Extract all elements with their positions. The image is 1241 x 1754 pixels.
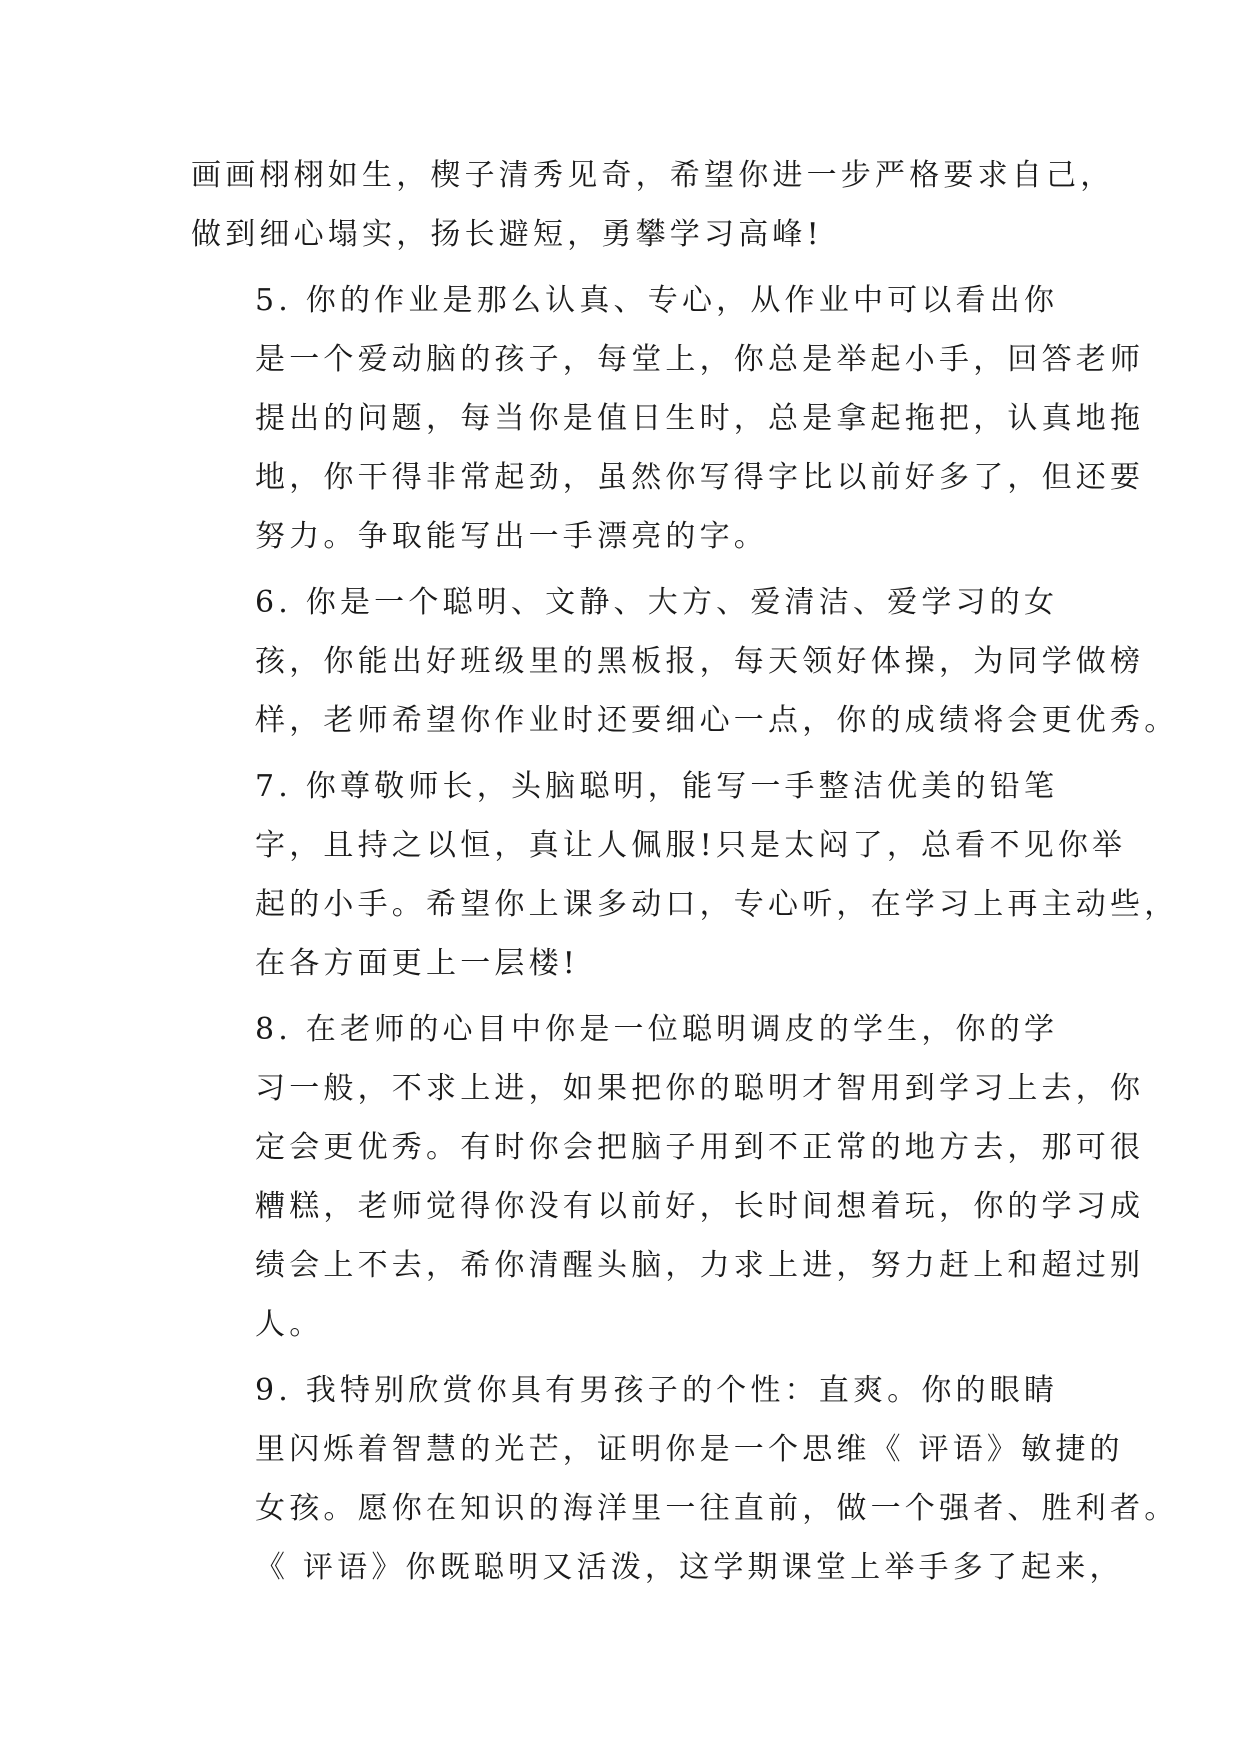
text-line: 画画栩栩如生，楔子清秀见奇，希望你进一步严格要求自己， bbox=[191, 158, 1115, 193]
text-line: 糟糕，老师觉得你没有以前好，长时间想着玩，你的学习成 bbox=[255, 1189, 1145, 1224]
text-line: 努力。争取能写出一手漂亮的字。 bbox=[255, 519, 768, 554]
text-line: 样，老师希望你作业时还要细心一点，你的成绩将会更优秀。 bbox=[255, 703, 1179, 738]
document-body bbox=[191, 146, 1179, 1604]
paragraph-continued bbox=[191, 146, 1115, 264]
paragraph-comment-8 bbox=[191, 1000, 1145, 1354]
paragraph-comment-7 bbox=[191, 757, 1179, 993]
text-line: 7. 你尊敬师长，头脑聪明，能写一手整洁优美的铅笔 bbox=[255, 769, 1059, 804]
text-line: 地，你干得非常起劲，虽然你写得字比以前好多了，但还要 bbox=[255, 460, 1145, 495]
text-line: 里闪烁着智慧的光芒，证明你是一个思维《 评语》敏捷的 bbox=[255, 1432, 1124, 1467]
text-line: 是一个爱动脑的孩子，每堂上，你总是举起小手，回答老师 bbox=[255, 342, 1145, 377]
text-line: 人。 bbox=[255, 1307, 324, 1342]
paragraph-comment-6 bbox=[191, 573, 1179, 750]
text-line: 定会更优秀。有时你会把脑子用到不正常的地方去，那可很 bbox=[255, 1130, 1145, 1165]
paragraph-comment-5 bbox=[191, 271, 1145, 566]
text-line: 8. 在老师的心目中你是一位聪明调皮的学生，你的学 bbox=[255, 1012, 1059, 1047]
text-line: 字，且持之以恒，真让人佩服!只是太闷了，总看不见你举 bbox=[255, 828, 1127, 863]
text-line: 提出的问题，每当你是值日生时，总是拿起拖把，认真地拖 bbox=[255, 401, 1145, 436]
text-line: 在各方面更上一层楼! bbox=[255, 946, 580, 981]
text-line: 女孩。愿你在知识的海洋里一往直前，做一个强者、胜利者。 bbox=[255, 1491, 1179, 1526]
text-line: 习一般，不求上进，如果把你的聪明才智用到学习上去，你 bbox=[255, 1071, 1145, 1106]
text-line: 孩，你能出好班级里的黑板报，每天领好体操，为同学做榜 bbox=[255, 644, 1145, 679]
text-line: 做到细心塌实，扬长避短，勇攀学习高峰! bbox=[191, 217, 823, 252]
text-line: 9. 我特别欣赏你具有男孩子的个性：直爽。你的眼睛 bbox=[255, 1373, 1059, 1408]
text-line: 起的小手。希望你上课多动口，专心听，在学习上再主动些， bbox=[255, 887, 1179, 922]
text-line: 《 评语》你既聪明又活泼，这学期课堂上举手多了起来， bbox=[255, 1550, 1124, 1585]
paragraph-comment-9 bbox=[191, 1361, 1179, 1597]
text-line: 6. 你是一个聪明、文静、大方、爱清洁、爱学习的女 bbox=[255, 585, 1059, 620]
text-line: 5. 你的作业是那么认真、专心，从作业中可以看出你 bbox=[255, 283, 1059, 318]
text-line: 绩会上不去，希你清醒头脑，力求上进，努力赶上和超过别 bbox=[255, 1248, 1145, 1283]
